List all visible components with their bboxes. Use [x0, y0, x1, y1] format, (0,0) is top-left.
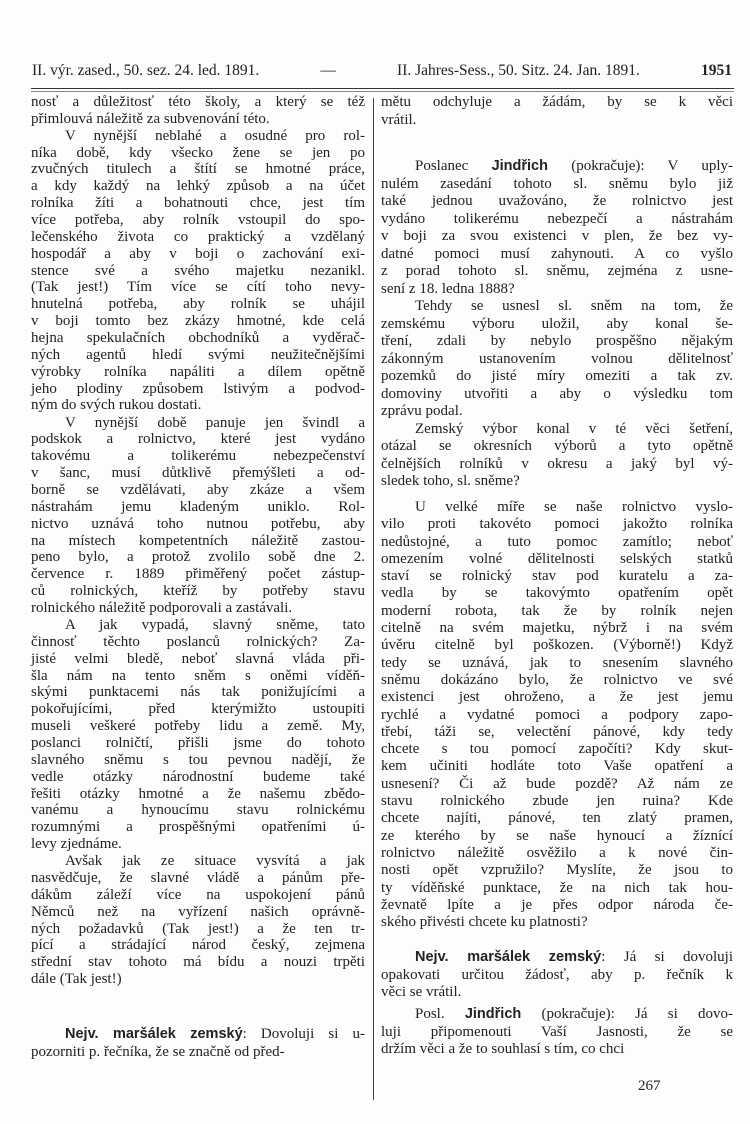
text-line: levy zjednáme. [31, 836, 122, 853]
header-german: II. Jahres-Sess., 50. Sitz. 24. Jan. 1891. [397, 62, 640, 79]
text-line: střední stav tohoto má bídu a nouzi trpěti [31, 954, 365, 971]
text-line: stence své a svého majetku nezanikl. [31, 262, 365, 279]
text-line: Zemský výbor konal v té věci šetření, [415, 420, 733, 437]
text-line: čelnějších rolníků v okresu a jaký byl vý- [381, 455, 733, 472]
page-number: 267 [638, 1078, 661, 1094]
text-line: vedla by se takovýmto opatřením opět [381, 585, 733, 602]
right-column-paragraph [381, 499, 733, 931]
speaker-name: Nejv. maršálek zemský [415, 949, 602, 965]
text-line: otázal se okresních výborů a tyto opětně [381, 438, 733, 454]
speaker-name: Jindřich [491, 158, 548, 174]
right-column-paragraph [381, 298, 733, 421]
text-line: ty víděňské punktace, že na nich tak hou- [381, 879, 733, 896]
text-line: úvěru citelně byl poškozen. (Výborně!) Když [381, 637, 733, 654]
text-line: domoviny utvořiti a aby o výsledku tom [381, 385, 733, 402]
text-line: U velké míře se naše rolnictvo vyslo- [415, 499, 733, 515]
text-line [31, 1026, 365, 1044]
right-column-paragraph [381, 158, 733, 298]
text-line: museli veškeré potřeby lidu a země. My, [31, 718, 365, 735]
text-line: vrátil. [381, 111, 417, 128]
text-line: existenci jest ohroženo, a že jest jemu [381, 689, 733, 706]
text-line: peno bylo, a protož zvolilo sobě dne 2. [31, 549, 365, 566]
text-line: pící a strádající národ český, zejmena [31, 937, 365, 954]
text-line [381, 1006, 733, 1024]
text-line: nedůstojné, a tuto pomoc zamítlo; neboť [381, 533, 733, 550]
left-column-paragraph [31, 94, 365, 128]
speaker-name: Jindřich [464, 1006, 522, 1022]
speaker-title: Posl. [415, 1006, 465, 1022]
text-line [381, 158, 733, 176]
text-line: dákům záleží více na uspokojení pánů [31, 886, 365, 903]
speech-text: : Já si dovoluji [601, 949, 733, 965]
text-line: činnosť těchto poslanců rolnických? Za- [31, 633, 365, 650]
text-line: pozemků do jisté míry omeziti a tak zv. [381, 368, 733, 384]
text-line: třebí, táži se, velectění pánové, kdy tedy [381, 723, 733, 740]
speech-text: (pokračuje): V uply- [547, 158, 733, 174]
text-line: chcete najíti, pánové, ten zlatý pramen, [381, 810, 733, 827]
text-line: Tehdy se usnesl sl. sněm na tom, že [415, 298, 733, 314]
text-line: skými punktacemi nás tak ponižujícími a [31, 684, 365, 701]
text-line: přimlouvá náležitě za subvenování této. [31, 110, 270, 127]
text-line [381, 949, 733, 967]
text-line: ným do svých rukou dostati. [31, 397, 202, 414]
text-line: nástrahám jemu kladeným uniklo. Rol- [31, 498, 365, 515]
text-line: nosti opět vzpružilo? Myslíte, že jsou to [381, 862, 733, 879]
text-line: luji připomenouti Vaší Jasnosti, že se [381, 1023, 733, 1040]
text-line: Němců než na vyřízení našich oprávně- [31, 903, 365, 920]
text-line: vedle otázky národnostní budeme také [31, 768, 365, 785]
text-line: slavného sněmu s tou pevnou nadějí, že [31, 751, 365, 768]
text-line: Avšak jak ze situace vysvítá a jak [65, 853, 365, 870]
text-line: podskok a rolnictvo, které jest vydáno [31, 431, 365, 448]
text-line: kem učiniti hodláte toto Vaše opatření a [381, 758, 733, 775]
text-line: rychlé a vydatné pomoci a podpory zapo- [381, 706, 733, 723]
text-line: nasvědčuje, že slavné vládě a pánům pře- [31, 870, 365, 887]
text-line: tedy se uznává, jak to snesením slavného [381, 654, 733, 671]
text-line: na místech kompetentních náležitě zastou- [31, 532, 365, 549]
speech-text: (pokračuje): Já si dovo- [521, 1006, 733, 1022]
speaker-title: Poslanec [415, 158, 492, 174]
text-line: A jak vypadá, slavný sněme, tato [65, 617, 365, 633]
text-line: mětu odchyluje a žádám, by se k věci [381, 94, 733, 110]
text-line: (Tak jest!) Tím více se cítí toho nevy- [31, 279, 365, 296]
left-column-paragraph [31, 415, 365, 617]
text-line: ných požadavků (Tak jest!) a že ten tr- [31, 920, 365, 937]
running-header [32, 62, 732, 82]
text-line: hospodář a aby v boji o zachování exi- [31, 245, 365, 262]
text-line: ževnatě lpíte a je přes odpor národa če- [381, 896, 733, 913]
text-line: hnutelná potřeba, aby rolník se uhájil [31, 296, 365, 313]
text-line: lečenského života co praktický a vzdělaný [31, 228, 365, 245]
text-line: citelně na svém majetku, nýbrž i na svém [381, 620, 733, 637]
right-column-paragraph [381, 94, 733, 129]
text-line: nosť a důležitosť této školy, a který se též [31, 94, 365, 110]
text-line: rolníka žíti a bohatnouti chce, jest tím [31, 195, 365, 212]
text-line: zvučných titulech a štítí se hmotné práce, [31, 161, 365, 178]
text-line: vydáno tolikerému nebezpečí a nástrahám [381, 210, 733, 227]
text-line: ského přivésti chcete ku platnosti? [381, 914, 588, 931]
right-column-paragraph [381, 421, 733, 491]
text-line: výrobky rolníka napáliti a dílem opětně [31, 363, 365, 380]
text-line: omezením volné dělitelnosti selských statků [381, 550, 733, 567]
text-line: nulém zasedání tohoto sl. sněmu bylo již [381, 175, 733, 192]
left-column-paragraph [31, 1026, 365, 1061]
text-line: zprávu podal. [381, 403, 463, 419]
header-rule-thin [31, 91, 734, 92]
text-line: datné pomoci musí zahynouti. A co vyšlo [381, 245, 733, 262]
text-line: usnesení? Či až bude pozdě? Až nám ze [381, 775, 733, 792]
text-line: zákonným ustanovením volnou dělitelnosť [381, 350, 733, 367]
text-line: tření, zdali by nebylo prospěšno nějakým [381, 333, 733, 349]
text-line: řešiti otázky hmotné a že našemu zbědo- [31, 785, 365, 802]
text-line: věci se vrátil. [381, 984, 462, 1000]
text-line: poslanci rolničtí, přišli jsme do tohoto [31, 735, 365, 752]
text-line: držím věci a že to souhlasí s tím, co chci [381, 1041, 625, 1057]
text-line: pozorniti p. řečníka, že se značně od před- [31, 1043, 285, 1060]
text-line: šla nám na tento sněm s oněmi víděň- [31, 667, 365, 684]
text-line: v boji za svou existenci v plen, že bez vy- [381, 228, 733, 244]
text-line: ze kterého by se naše hynoucí a žíznící [381, 827, 733, 844]
text-line: vanému a hynoucímu stavu rolnickému [31, 802, 365, 819]
text-line: v boji tomto bez zkázy hmotné, kde celá [31, 313, 365, 330]
text-line: níka době, kdy všecko žene se jen po [31, 144, 365, 161]
right-column-paragraph [381, 1006, 733, 1059]
text-line: opakovati určitou žádosť, aby p. řečník k [381, 966, 733, 983]
right-column-paragraph [381, 949, 733, 1002]
text-line: a kdy každý na lehký způsob a na účet [31, 178, 365, 195]
text-line: července r. 1889 přiměřený počet zástup- [31, 566, 365, 583]
text-line: jeho plodiny způsobem lstivým a podvod- [31, 380, 365, 397]
text-line: také jednou uvažováno, že rolnictvo jest [381, 193, 733, 209]
text-line: sněmu dokázáno bylo, že rolnictvo ve své [381, 671, 733, 688]
text-line: rozumnými a prospěšnými opatřeními ú- [31, 819, 365, 836]
header-rule [31, 88, 734, 89]
text-line: V nynější neblahé a osudné pro rol- [65, 127, 365, 144]
speech-text: : Dovoluji si u- [242, 1026, 365, 1042]
text-line: stavu rolnického zbude jen ruina? Kde [381, 793, 733, 810]
column-separator [373, 98, 374, 1100]
text-line: takovému a tolikerému nebezpečenství [31, 448, 365, 465]
text-line: více potřeba, aby rolník vstoupil do spo- [31, 211, 365, 228]
speaker-name: Nejv. maršálek zemský [65, 1026, 243, 1042]
text-line: v šanc, musí důtklivě přemýšleti a od- [31, 465, 365, 482]
left-column-paragraph [31, 853, 365, 988]
header-czech: II. výr. zased., 50. sez. 24. led. 1891. [32, 62, 260, 79]
text-line: sledek toho, sl. sněme? [381, 473, 520, 489]
left-column-paragraph [31, 617, 365, 853]
text-line: moderní robota, tak že by rolník nejen [381, 602, 733, 619]
text-line: V nynější době panuje jen švindl a [65, 414, 365, 431]
text-line: rolnictvo náležitě osvěžilo a k nové čin- [381, 844, 733, 861]
text-line: sení z 18. ledna 1888? [381, 280, 515, 297]
text-line: nictvo uznává toho nutnou potřebu, aby [31, 515, 365, 532]
text-line: vilo proti takovéto pomoci jakožto rolníka [381, 516, 733, 533]
text-line: borně se vzdělávati, aby zkáze a všem [31, 481, 365, 498]
text-line: pokořujícími, před kterýmižto ustoupiti [31, 701, 365, 718]
text-line: zemskému výboru uložil, aby konal še- [381, 315, 733, 332]
text-line: dále (Tak jest!) [31, 971, 122, 988]
text-line: ců rolnických, kteříž by potřeby stavu [31, 583, 365, 600]
text-line: ných agentů hledí svými neužitečnějšími [31, 346, 365, 363]
text-line: jisté velmi bledě, neboť slavná vláda při- [31, 650, 365, 667]
left-column-paragraph [31, 128, 365, 415]
header-dash: — [320, 62, 336, 79]
text-line: z porad tohoto sl. sněmu, zejména z usne- [381, 263, 733, 279]
text-line: rolnického náležitě podporovali a zastávali. [31, 599, 293, 616]
text-line: hejna spekulačních obchodníků a vyděrač- [31, 330, 365, 346]
header-page-number: 1951 [700, 62, 732, 79]
text-line: staví se rolnický stav pod kuratelu a za- [381, 568, 733, 585]
text-line: chcete s tou pomocí započíti? Kdy skut- [381, 741, 733, 758]
